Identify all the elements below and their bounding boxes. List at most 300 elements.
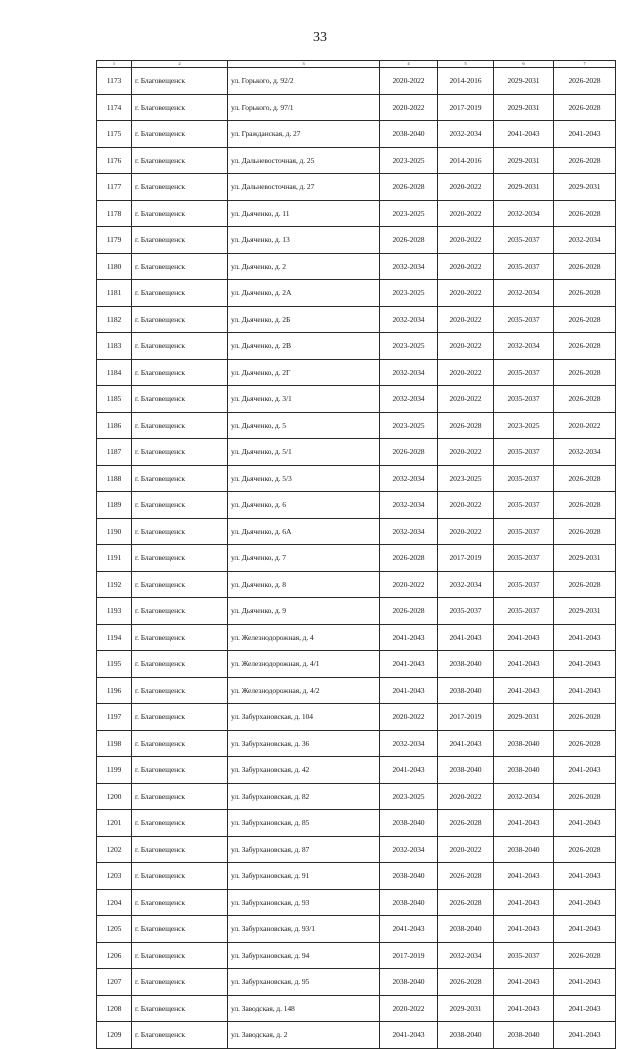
table-row: [97, 916, 616, 943]
settlement-cell: г. Благовещенск: [132, 253, 228, 280]
table-row: [97, 253, 616, 280]
period-col6-cell: 2038-2040: [494, 757, 554, 784]
period-col4-cell: 2032-2034: [380, 492, 438, 519]
row-number-cell: 1187: [97, 439, 132, 466]
address-cell: ул. Гражданская, д. 27: [228, 121, 380, 148]
period-col6-cell: 2023-2025: [494, 412, 554, 439]
period-col4-cell: 2023-2025: [380, 147, 438, 174]
period-col4-cell: 2041-2043: [380, 651, 438, 678]
period-col4-cell: 2020-2022: [380, 571, 438, 598]
row-number-cell: 1177: [97, 174, 132, 201]
table-row: [97, 359, 616, 386]
table-row: [97, 545, 616, 572]
period-col5-cell: 2038-2040: [438, 677, 494, 704]
period-col4-cell: 2032-2034: [380, 253, 438, 280]
period-col7-cell: 2032-2034: [554, 439, 616, 466]
period-col4-cell: 2038-2040: [380, 969, 438, 996]
address-cell: ул. Железнодорожная, д. 4/1: [228, 651, 380, 678]
period-col5-cell: 2017-2019: [438, 94, 494, 121]
period-col5-cell: 2032-2034: [438, 942, 494, 969]
settlement-cell: г. Благовещенск: [132, 942, 228, 969]
period-col6-cell: 2041-2043: [494, 677, 554, 704]
period-col7-cell: 2020-2022: [554, 412, 616, 439]
period-col4-cell: 2038-2040: [380, 889, 438, 916]
row-number-cell: 1192: [97, 571, 132, 598]
table-row: [97, 465, 616, 492]
period-col4-cell: 2026-2028: [380, 439, 438, 466]
row-number-cell: 1193: [97, 598, 132, 625]
row-number-cell: 1190: [97, 518, 132, 545]
period-col5-cell: 2041-2043: [438, 624, 494, 651]
row-number-cell: 1184: [97, 359, 132, 386]
address-cell: ул. Дьяченко, д. 8: [228, 571, 380, 598]
period-col6-cell: 2041-2043: [494, 810, 554, 837]
period-col5-cell: 2020-2022: [438, 280, 494, 307]
period-col6-cell: 2038-2040: [494, 730, 554, 757]
period-col5-cell: 2020-2022: [438, 253, 494, 280]
table-row: [97, 651, 616, 678]
period-col4-cell: 2032-2034: [380, 359, 438, 386]
period-col4-cell: 2032-2034: [380, 518, 438, 545]
period-col7-cell: 2026-2028: [554, 730, 616, 757]
period-col4-cell: 2032-2034: [380, 730, 438, 757]
table-row: [97, 68, 616, 95]
row-number-cell: 1174: [97, 94, 132, 121]
settlement-cell: г. Благовещенск: [132, 68, 228, 95]
period-col6-cell: 2041-2043: [494, 863, 554, 890]
header-cell: 3: [228, 61, 380, 68]
period-col7-cell: 2041-2043: [554, 916, 616, 943]
period-col7-cell: 2041-2043: [554, 651, 616, 678]
address-cell: ул. Забурхановская, д. 42: [228, 757, 380, 784]
address-cell: ул. Дьяченко, д. 5/3: [228, 465, 380, 492]
period-col4-cell: 2026-2028: [380, 227, 438, 254]
period-col5-cell: 2038-2040: [438, 757, 494, 784]
period-col4-cell: 2026-2028: [380, 174, 438, 201]
period-col4-cell: 2041-2043: [380, 677, 438, 704]
address-cell: ул. Забурхановская, д. 87: [228, 836, 380, 863]
address-cell: ул. Забурхановская, д. 95: [228, 969, 380, 996]
address-cell: ул. Заводская, д. 148: [228, 995, 380, 1022]
address-cell: ул. Дьяченко, д. 11: [228, 200, 380, 227]
settlement-cell: г. Благовещенск: [132, 306, 228, 333]
period-col7-cell: 2041-2043: [554, 1022, 616, 1049]
period-col6-cell: 2038-2040: [494, 836, 554, 863]
row-number-cell: 1186: [97, 412, 132, 439]
address-cell: ул. Дьяченко, д. 7: [228, 545, 380, 572]
row-number-cell: 1206: [97, 942, 132, 969]
period-col7-cell: 2041-2043: [554, 969, 616, 996]
period-col7-cell: 2026-2028: [554, 783, 616, 810]
address-cell: ул. Забурхановская, д. 85: [228, 810, 380, 837]
period-col7-cell: 2032-2034: [554, 227, 616, 254]
period-col7-cell: 2026-2028: [554, 253, 616, 280]
period-col4-cell: 2041-2043: [380, 916, 438, 943]
settlement-cell: г. Благовещенск: [132, 545, 228, 572]
period-col7-cell: 2026-2028: [554, 147, 616, 174]
settlement-cell: г. Благовещенск: [132, 677, 228, 704]
row-number-cell: 1205: [97, 916, 132, 943]
row-number-cell: 1180: [97, 253, 132, 280]
period-col6-cell: 2035-2037: [494, 253, 554, 280]
address-cell: ул. Дьяченко, д. 5/1: [228, 439, 380, 466]
table-row: [97, 942, 616, 969]
period-col4-cell: 2020-2022: [380, 995, 438, 1022]
settlement-cell: г. Благовещенск: [132, 863, 228, 890]
period-col6-cell: 2035-2037: [494, 465, 554, 492]
period-col4-cell: 2032-2034: [380, 836, 438, 863]
table-row: [97, 704, 616, 731]
period-col5-cell: 2020-2022: [438, 439, 494, 466]
period-col5-cell: 2026-2028: [438, 969, 494, 996]
period-col5-cell: 2038-2040: [438, 651, 494, 678]
table-row: [97, 200, 616, 227]
settlement-cell: г. Благовещенск: [132, 889, 228, 916]
address-cell: ул. Забурхановская, д. 93/1: [228, 916, 380, 943]
row-number-cell: 1188: [97, 465, 132, 492]
period-col7-cell: 2029-2031: [554, 545, 616, 572]
settlement-cell: г. Благовещенск: [132, 810, 228, 837]
period-col5-cell: 2038-2040: [438, 916, 494, 943]
settlement-cell: г. Благовещенск: [132, 995, 228, 1022]
period-col5-cell: 2020-2022: [438, 200, 494, 227]
period-col7-cell: 2026-2028: [554, 359, 616, 386]
table-row: [97, 147, 616, 174]
period-col6-cell: 2035-2037: [494, 439, 554, 466]
table-row: [97, 306, 616, 333]
settlement-cell: г. Благовещенск: [132, 624, 228, 651]
table-row: [97, 571, 616, 598]
row-number-cell: 1194: [97, 624, 132, 651]
period-col4-cell: 2038-2040: [380, 121, 438, 148]
period-col7-cell: 2026-2028: [554, 518, 616, 545]
period-col7-cell: 2026-2028: [554, 571, 616, 598]
row-number-cell: 1199: [97, 757, 132, 784]
period-col7-cell: 2026-2028: [554, 465, 616, 492]
period-col5-cell: 2026-2028: [438, 889, 494, 916]
period-col7-cell: 2041-2043: [554, 810, 616, 837]
row-number-cell: 1201: [97, 810, 132, 837]
period-col5-cell: 2020-2022: [438, 836, 494, 863]
settlement-cell: г. Благовещенск: [132, 280, 228, 307]
table-row: [97, 624, 616, 651]
settlement-cell: г. Благовещенск: [132, 333, 228, 360]
row-number-cell: 1178: [97, 200, 132, 227]
row-number-cell: 1179: [97, 227, 132, 254]
period-col7-cell: 2026-2028: [554, 704, 616, 731]
address-cell: ул. Дьяченко, д. 5: [228, 412, 380, 439]
row-number-cell: 1200: [97, 783, 132, 810]
settlement-cell: г. Благовещенск: [132, 227, 228, 254]
table-row: [97, 889, 616, 916]
period-col6-cell: 2035-2037: [494, 359, 554, 386]
period-col7-cell: 2026-2028: [554, 836, 616, 863]
period-col6-cell: 2035-2037: [494, 518, 554, 545]
period-col5-cell: 2026-2028: [438, 810, 494, 837]
column-number-header: [97, 61, 616, 68]
table-row: [97, 94, 616, 121]
settlement-cell: г. Благовещенск: [132, 200, 228, 227]
header-cell: 1: [97, 61, 132, 68]
period-col5-cell: 2014-2016: [438, 147, 494, 174]
period-col4-cell: 2041-2043: [380, 624, 438, 651]
address-cell: ул. Дьяченко, д. 2: [228, 253, 380, 280]
address-cell: ул. Железнодорожная, д. 4: [228, 624, 380, 651]
table-row: [97, 1022, 616, 1049]
period-col6-cell: 2041-2043: [494, 651, 554, 678]
period-col6-cell: 2035-2037: [494, 306, 554, 333]
period-col7-cell: 2026-2028: [554, 492, 616, 519]
period-col4-cell: 2026-2028: [380, 545, 438, 572]
address-cell: ул. Забурхановская, д. 82: [228, 783, 380, 810]
address-cell: ул. Дьяченко, д. 3/1: [228, 386, 380, 413]
settlement-cell: г. Благовещенск: [132, 465, 228, 492]
address-cell: ул. Забурхановская, д. 91: [228, 863, 380, 890]
period-col4-cell: 2023-2025: [380, 783, 438, 810]
row-number-cell: 1183: [97, 333, 132, 360]
table-row: [97, 995, 616, 1022]
period-col4-cell: 2038-2040: [380, 863, 438, 890]
settlement-cell: г. Благовещенск: [132, 704, 228, 731]
row-number-cell: 1189: [97, 492, 132, 519]
period-col5-cell: 2017-2019: [438, 704, 494, 731]
table-row: [97, 757, 616, 784]
period-col6-cell: 2035-2037: [494, 942, 554, 969]
row-number-cell: 1181: [97, 280, 132, 307]
period-col5-cell: 2020-2022: [438, 174, 494, 201]
settlement-cell: г. Благовещенск: [132, 651, 228, 678]
settlement-cell: г. Благовещенск: [132, 147, 228, 174]
address-cell: ул. Дальневосточная, д. 25: [228, 147, 380, 174]
period-col4-cell: 2032-2034: [380, 306, 438, 333]
period-col7-cell: 2026-2028: [554, 200, 616, 227]
row-number-cell: 1196: [97, 677, 132, 704]
row-number-cell: 1182: [97, 306, 132, 333]
period-col5-cell: 2020-2022: [438, 518, 494, 545]
period-col7-cell: 2026-2028: [554, 94, 616, 121]
header-cell: 7: [554, 61, 616, 68]
table-body: [97, 61, 616, 1049]
address-cell: ул. Дальневосточная, д. 27: [228, 174, 380, 201]
address-cell: ул. Железнодорожная, д. 4/2: [228, 677, 380, 704]
period-col5-cell: 2041-2043: [438, 730, 494, 757]
settlement-cell: г. Благовещенск: [132, 1022, 228, 1049]
settlement-cell: г. Благовещенск: [132, 412, 228, 439]
period-col4-cell: 2023-2025: [380, 412, 438, 439]
period-col5-cell: 2023-2025: [438, 465, 494, 492]
period-col6-cell: 2041-2043: [494, 995, 554, 1022]
period-col4-cell: 2023-2025: [380, 333, 438, 360]
settlement-cell: г. Благовещенск: [132, 439, 228, 466]
address-cell: ул. Забурхановская, д. 94: [228, 942, 380, 969]
period-col7-cell: 2029-2031: [554, 598, 616, 625]
table-row: [97, 174, 616, 201]
header-cell: 6: [494, 61, 554, 68]
period-col6-cell: 2032-2034: [494, 333, 554, 360]
settlement-cell: г. Благовещенск: [132, 571, 228, 598]
period-col6-cell: 2035-2037: [494, 571, 554, 598]
period-col5-cell: 2017-2019: [438, 545, 494, 572]
period-col5-cell: 2020-2022: [438, 492, 494, 519]
period-col7-cell: 2029-2031: [554, 174, 616, 201]
period-col6-cell: 2041-2043: [494, 916, 554, 943]
address-cell: ул. Горького, д. 92/2: [228, 68, 380, 95]
table-row: [97, 121, 616, 148]
period-col6-cell: 2041-2043: [494, 969, 554, 996]
header-cell: 5: [438, 61, 494, 68]
period-col4-cell: 2041-2043: [380, 1022, 438, 1049]
table-row: [97, 730, 616, 757]
housing-schedule-table: [96, 60, 616, 1049]
header-cell: 2: [132, 61, 228, 68]
header-cell: 4: [380, 61, 438, 68]
row-number-cell: 1197: [97, 704, 132, 731]
table-row: [97, 280, 616, 307]
period-col6-cell: 2032-2034: [494, 783, 554, 810]
row-number-cell: 1175: [97, 121, 132, 148]
table-row: [97, 333, 616, 360]
period-col6-cell: 2035-2037: [494, 386, 554, 413]
period-col5-cell: 2020-2022: [438, 333, 494, 360]
row-number-cell: 1176: [97, 147, 132, 174]
table-row: [97, 810, 616, 837]
address-cell: ул. Горького, д. 97/1: [228, 94, 380, 121]
period-col6-cell: 2038-2040: [494, 1022, 554, 1049]
period-col5-cell: 2026-2028: [438, 412, 494, 439]
row-number-cell: 1191: [97, 545, 132, 572]
table-row: [97, 518, 616, 545]
period-col7-cell: 2041-2043: [554, 995, 616, 1022]
row-number-cell: 1209: [97, 1022, 132, 1049]
row-number-cell: 1198: [97, 730, 132, 757]
settlement-cell: г. Благовещенск: [132, 836, 228, 863]
period-col4-cell: 2038-2040: [380, 810, 438, 837]
address-cell: ул. Дьяченко, д. 2В: [228, 333, 380, 360]
settlement-cell: г. Благовещенск: [132, 386, 228, 413]
period-col5-cell: 2014-2016: [438, 68, 494, 95]
table-row: [97, 386, 616, 413]
period-col6-cell: 2035-2037: [494, 227, 554, 254]
page-number: 33: [313, 30, 327, 45]
address-cell: ул. Дьяченко, д. 2Г: [228, 359, 380, 386]
table-row: [97, 227, 616, 254]
row-number-cell: 1207: [97, 969, 132, 996]
period-col7-cell: 2026-2028: [554, 942, 616, 969]
row-number-cell: 1195: [97, 651, 132, 678]
period-col5-cell: 2038-2040: [438, 1022, 494, 1049]
period-col5-cell: 2035-2037: [438, 598, 494, 625]
table-row: [97, 439, 616, 466]
period-col6-cell: 2041-2043: [494, 889, 554, 916]
address-cell: ул. Дьяченко, д. 13: [228, 227, 380, 254]
period-col6-cell: 2029-2031: [494, 68, 554, 95]
period-col7-cell: 2026-2028: [554, 280, 616, 307]
row-number-cell: 1203: [97, 863, 132, 890]
settlement-cell: г. Благовещенск: [132, 757, 228, 784]
period-col5-cell: 2020-2022: [438, 306, 494, 333]
table-row: [97, 783, 616, 810]
period-col7-cell: 2041-2043: [554, 677, 616, 704]
period-col7-cell: 2026-2028: [554, 386, 616, 413]
table-row: [97, 598, 616, 625]
period-col6-cell: 2035-2037: [494, 545, 554, 572]
address-cell: ул. Заводская, д. 2: [228, 1022, 380, 1049]
table-row: [97, 969, 616, 996]
period-col7-cell: 2041-2043: [554, 624, 616, 651]
table-row: [97, 677, 616, 704]
period-col5-cell: 2020-2022: [438, 227, 494, 254]
settlement-cell: г. Благовещенск: [132, 598, 228, 625]
period-col5-cell: 2032-2034: [438, 121, 494, 148]
period-col4-cell: 2026-2028: [380, 598, 438, 625]
row-number-cell: 1202: [97, 836, 132, 863]
period-col5-cell: 2020-2022: [438, 386, 494, 413]
period-col6-cell: 2029-2031: [494, 174, 554, 201]
settlement-cell: г. Благовещенск: [132, 518, 228, 545]
period-col7-cell: 2026-2028: [554, 333, 616, 360]
period-col6-cell: 2041-2043: [494, 624, 554, 651]
address-cell: ул. Забурхановская, д. 93: [228, 889, 380, 916]
period-col6-cell: 2035-2037: [494, 492, 554, 519]
period-col4-cell: 2020-2022: [380, 68, 438, 95]
table-row: [97, 412, 616, 439]
period-col4-cell: 2032-2034: [380, 386, 438, 413]
settlement-cell: г. Благовещенск: [132, 916, 228, 943]
settlement-cell: г. Благовещенск: [132, 492, 228, 519]
period-col4-cell: 2023-2025: [380, 200, 438, 227]
period-col5-cell: 2026-2028: [438, 863, 494, 890]
period-col7-cell: 2041-2043: [554, 757, 616, 784]
period-col6-cell: 2029-2031: [494, 147, 554, 174]
table-row: [97, 836, 616, 863]
period-col5-cell: 2020-2022: [438, 783, 494, 810]
address-cell: ул. Дьяченко, д. 6А: [228, 518, 380, 545]
address-cell: ул. Забурхановская, д. 104: [228, 704, 380, 731]
period-col7-cell: 2041-2043: [554, 863, 616, 890]
period-col7-cell: 2026-2028: [554, 306, 616, 333]
row-number-cell: 1185: [97, 386, 132, 413]
period-col7-cell: 2041-2043: [554, 889, 616, 916]
period-col6-cell: 2029-2031: [494, 704, 554, 731]
settlement-cell: г. Благовещенск: [132, 94, 228, 121]
settlement-cell: г. Благовещенск: [132, 174, 228, 201]
settlement-cell: г. Благовещенск: [132, 730, 228, 757]
period-col4-cell: 2023-2025: [380, 280, 438, 307]
period-col6-cell: 2029-2031: [494, 94, 554, 121]
period-col5-cell: 2029-2031: [438, 995, 494, 1022]
address-cell: ул. Дьяченко, д. 9: [228, 598, 380, 625]
period-col5-cell: 2020-2022: [438, 359, 494, 386]
period-col7-cell: 2041-2043: [554, 121, 616, 148]
row-number-cell: 1204: [97, 889, 132, 916]
row-number-cell: 1173: [97, 68, 132, 95]
period-col6-cell: 2041-2043: [494, 121, 554, 148]
period-col4-cell: 2020-2022: [380, 94, 438, 121]
period-col7-cell: 2026-2028: [554, 68, 616, 95]
settlement-cell: г. Благовещенск: [132, 969, 228, 996]
period-col4-cell: 2032-2034: [380, 465, 438, 492]
address-cell: ул. Дьяченко, д. 6: [228, 492, 380, 519]
period-col6-cell: 2032-2034: [494, 280, 554, 307]
period-col5-cell: 2032-2034: [438, 571, 494, 598]
table-row: [97, 492, 616, 519]
address-cell: ул. Дьяченко, д. 2А: [228, 280, 380, 307]
table-row: [97, 863, 616, 890]
address-cell: ул. Дьяченко, д. 2Б: [228, 306, 380, 333]
settlement-cell: г. Благовещенск: [132, 359, 228, 386]
period-col4-cell: 2041-2043: [380, 757, 438, 784]
period-col6-cell: 2032-2034: [494, 200, 554, 227]
